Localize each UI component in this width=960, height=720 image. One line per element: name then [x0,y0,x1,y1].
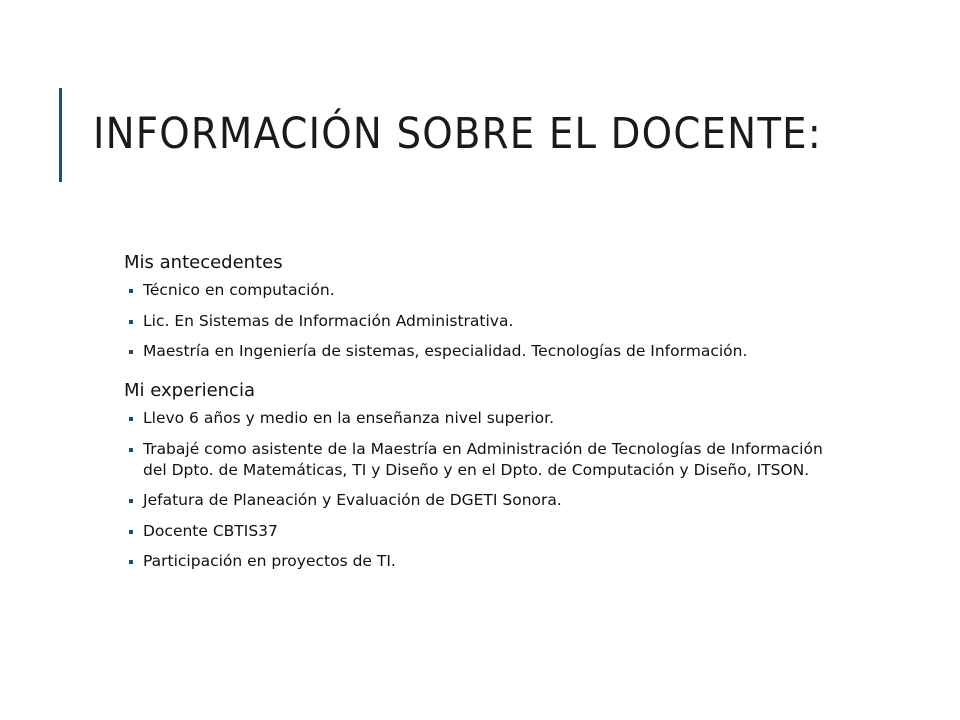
list-item-text: Jefatura de Planeación y Evaluación de DGETI Sonora. [143,491,562,509]
list-item-text: Participación en proyectos de TI. [143,552,396,570]
list-item [124,311,844,332]
title-accent-bar [59,88,62,182]
square-bullet-icon [129,499,133,503]
slide-content [124,246,844,582]
list-item-text: Llevo 6 años y medio en la enseñanza nivel superior. [143,409,555,427]
list-item-text: Trabajé como asistente de la Maestría en Administración de Tecnologías de Información del Dpto. de Matemáticas, TI y Diseño y en el Dpto. de Computación y Diseño, ITSON. [143,439,823,479]
square-bullet-icon [129,350,133,354]
experience-list [124,408,844,572]
list-item [124,551,844,572]
list-item-text: Docente CBTIS37 [143,521,278,540]
list-item-text: Maestría en Ingeniería de sistemas, especialidad. Tecnologías de Información. [143,342,748,360]
section-heading-background: Mis antecedentes [124,252,283,273]
section-background [124,246,844,362]
list-item [124,490,844,511]
list-item-text: Técnico en computación. [143,281,335,299]
square-bullet-icon [129,560,133,564]
square-bullet-icon [129,320,133,324]
list-item-text: Lic. En Sistemas de Información Administrativa. [143,311,514,330]
square-bullet-icon [129,417,133,421]
slide-title: INFORMACIÓN SOBRE EL DOCENTE: [93,109,823,159]
background-list [124,280,844,362]
section-heading-experience: Mi experiencia [124,380,255,401]
square-bullet-icon [129,289,133,293]
list-item [124,341,844,362]
square-bullet-icon [129,448,133,452]
section-experience [124,374,844,572]
list-item [124,408,844,429]
list-item [124,439,844,481]
list-item [124,521,844,542]
square-bullet-icon [129,530,133,534]
list-item [124,280,844,301]
